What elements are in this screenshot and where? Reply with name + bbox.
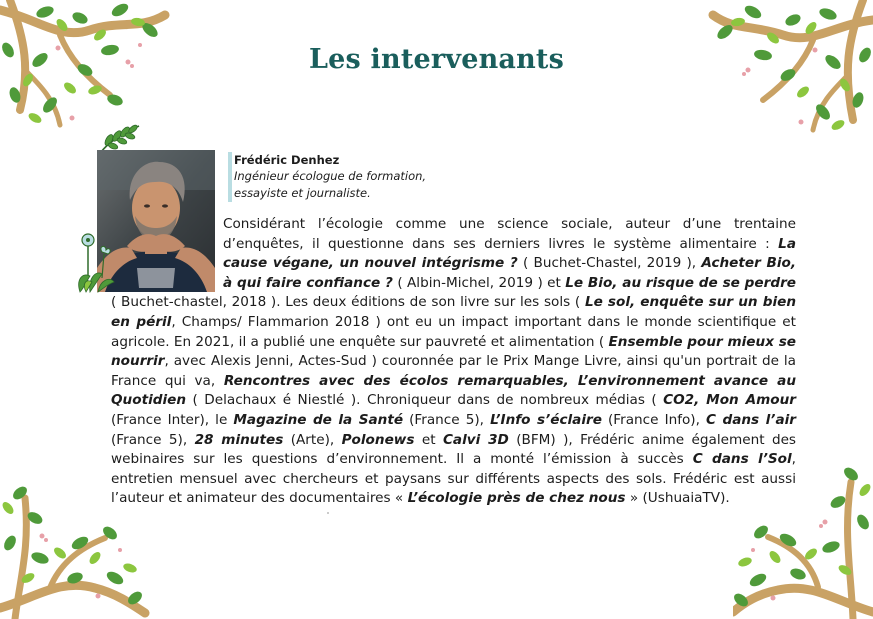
speaker-header <box>228 152 484 202</box>
bio-text: ( Delachaux é Niestlé ). Chroniqueur dans de nombreux médias ( <box>186 392 664 409</box>
speaker-role-line-1: Ingénieur écologue de formation, <box>234 169 427 183</box>
bio-text: , avec Alexis Jenni, Actes-Sud ) couronnée par le Prix Mange Livre, ainsi qu'un portrait de la France qui va, <box>111 353 796 389</box>
bio-show-title: L’Info s’éclaire <box>490 411 602 428</box>
page-title: Les intervenants <box>308 44 565 75</box>
bio-text: Considérant l’écologie comme une science sociale, auteur d’une trentaine d’enquêtes, il questionne dans ses derniers livres le système alimentaire : <box>223 216 796 252</box>
bio-show-title: L’écologie près de chez nous <box>407 490 626 507</box>
bio-text: et <box>414 431 443 448</box>
bio-book-title: La cause végane, un nouvel intégrisme ? <box>223 235 796 272</box>
stray-dot <box>327 512 329 514</box>
bio-show-title: Polonews <box>341 431 415 448</box>
bio-text: (France 5), <box>403 411 491 428</box>
bio-text: , Champs/ Flammarion 2018 ) ont eu un impact important dans le monde scientifique et agricole. En 2021, il a publié une enquête sur pauvreté et alimentation ( <box>111 313 796 350</box>
bio-text: , entretien mensuel avec chercheurs et paysans sur différents aspects des sols. Frédéric est aussi l’auteur et animateur des documentaires « <box>111 451 796 507</box>
bio-book-title: Acheter Bio, à qui faire confiance ? <box>223 255 796 291</box>
bio-show-title: C dans l’air <box>706 411 796 428</box>
bio-text: (France 5), <box>111 431 195 448</box>
bio-text: » (UshuaiaTV). <box>625 490 730 507</box>
bio-show-title: Magazine de la Santé <box>233 411 404 428</box>
speaker-bio <box>111 215 796 509</box>
bio-show-title: CO2, Mon Amour <box>663 392 796 409</box>
bio-text: ( Buchet-chastel, 2018 ). Les deux éditions de son livre sur les sols ( <box>111 294 585 311</box>
bio-book-title: Le sol, enquête sur un bien en péril <box>111 294 796 330</box>
bio-show-title: Calvi 3D <box>442 431 509 448</box>
bio-show-title: 28 minutes <box>194 431 284 448</box>
bio-text: (BFM) ), Frédéric anime également des webinaires sur les questions d’environnement. Il a monté l’émission à succès <box>111 431 797 468</box>
bio-book-title: Rencontres avec des écolos remarquables, L’environnement avance au Quotidien <box>111 372 796 409</box>
photo-wrap-spacer <box>111 215 223 293</box>
bio-show-title: C dans l’Sol <box>692 451 792 468</box>
bio-book-title: Le Bio, au risque de se perdre <box>565 274 796 291</box>
speaker-role-line-2: essayiste et journaliste. <box>234 186 371 200</box>
speaker-name: Frédéric Denhez <box>234 153 340 167</box>
bio-text: (France Info), <box>601 411 707 428</box>
bio-text: (France Inter), le <box>111 411 234 428</box>
bio-text: ( Albin-Michel, 2019 ) et <box>392 274 566 291</box>
speaker-role <box>234 168 484 202</box>
bio-book-title: Ensemble pour mieux se nourrir <box>111 333 797 370</box>
bio-text: ( Buchet-Chastel, 2019 ), <box>517 255 702 272</box>
bio-text: (Arte), <box>283 431 342 448</box>
